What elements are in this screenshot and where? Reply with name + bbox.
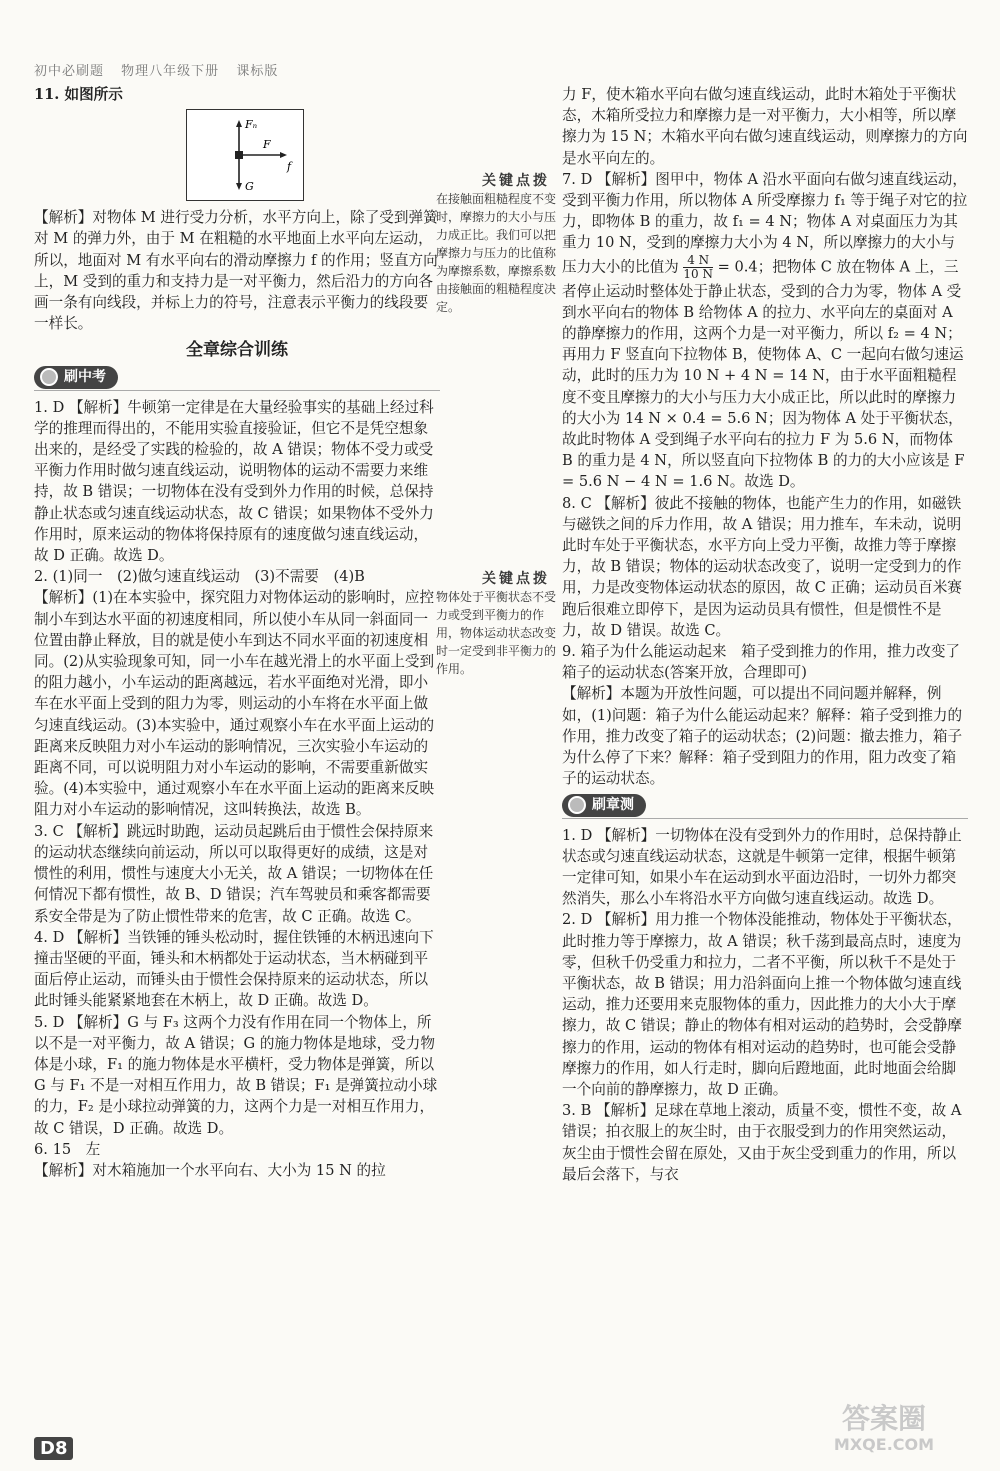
watermark-line2: MXQE.COM <box>833 1435 935 1454</box>
page-header <box>34 60 290 79</box>
key-tip-1-text: 在接触面粗糙程度不变时，摩擦力的大小与压力成正比。我们可以把摩擦力与压力的比值称为摩擦系数，摩擦系数由接触面的粗糙程度决定。 <box>436 192 557 314</box>
left-column <box>34 84 440 1181</box>
label-fn: Fₙ <box>245 118 258 132</box>
friction-arrowhead <box>280 152 287 158</box>
fraction-denominator: 10 N <box>683 266 713 281</box>
badge-zhongkao <box>34 366 118 389</box>
badge-zhongkao-label: 刷中考 <box>64 368 106 385</box>
right-column <box>562 84 968 1185</box>
normal-force-arrowhead <box>236 120 242 127</box>
q7-answer <box>562 169 968 493</box>
q6-continued: 力 F，使木箱水平向右做匀速直线运动，此时木箱处于平衡状态，木箱所受拉力和摩擦力是一对平衡力，大小相等，所以摩擦力为 15 N；木箱水平向右做匀速直线运动，则摩擦力的方向是水平向左的。 <box>562 86 968 167</box>
object-dot <box>235 151 243 159</box>
q5-answer: 5. D 【解析】G 与 F₃ 这两个力没有作用在同一个物体上，所以不是一对平衡力，故 A 错误；G 的施力物体是地球，受力物体是小球，F₁ 的施力物体是水平横杆，受力物体是弹簧，所以 G 与 F₁ 不是一对相互作用力，故 B 错误；F₁ 是弹簧拉动小球的力，F₂ 是小球拉动弹簧的力，这两个力是一对相互作用力，故 C 错误，D 正确。故选 D。 <box>34 1013 438 1137</box>
q2-answer: 2. (1)同一 (2)做匀速直线运动 (3)不需要 (4)B <box>34 568 365 586</box>
label-f-upper: F <box>263 138 271 152</box>
key-tip-2-text: 物体处于平衡状态不受力或受到平衡力的作用，物体运动状态改变时一定受到非平衡力的作用。 <box>436 590 557 676</box>
section-title: 全章综合训练 <box>186 340 288 361</box>
page-number: D8 <box>34 1437 73 1460</box>
q11-explanation: 【解析】对物体 M 进行受力分析，水平方向上，除了受到弹簧对 M 的弹力外，由于 M 在粗糙的水平地面上水平向左运动，所以，地面对 M 有水平向右的滑动摩擦力 f 的作用；竖直方向上，M 受到的重力和支持力是一对平衡力，然后沿力的方向各画一条有向线段，并标上力的符号，注意表示平衡力的线段要一样长。 <box>34 209 438 333</box>
fraction-numerator: 4 N <box>683 254 713 268</box>
pen-icon-2 <box>568 796 586 814</box>
q9-explanation: 【解析】本题为开放性问题，可以提出不同问题并解释，例如，(1)问题：箱子为什么能运动起来？解释：箱子受到推力的作用，推力改变了箱子的运动状态；(2)问题：撤去推力，箱子为什么停了下来？解释：箱子受到阻力的作用，阻力改变了箱子的运动状态。 <box>562 685 963 788</box>
q6-explanation: 【解析】对木箱施加一个水平向右、大小为 15 N 的拉 <box>34 1161 386 1179</box>
label-g: G <box>245 180 254 194</box>
subject-name: 物理八年级下册 <box>121 64 220 79</box>
q7-part-a: 7. D 【解析】图甲中，物体 A 沿水平面向右做匀速直线运动，受到平衡力作用，所以物体 A 所受摩擦力 f₁ 等于绳子对它的拉力，即物体 B 的重力，故 f₁ = 4 N；物体 A 对桌面压力为其重力 10 N，受到的摩擦力大小为 4 N，所以摩擦力的大小与压力大小的比值为 <box>562 170 968 276</box>
q2-explanation: 【解析】(1)在本实验中，探究阻力对物体运动的影响时，应控制小车到达水平面的初速度相同，所以使小车从同一斜面同一位置由静止释放，目的就是使小车到达不同水平面的初速度相同。(2)从实验现象可知，同一小车在越光滑上的水平面上受到的阻力越小，小车运动的距离越远，若水平面绝对光滑，即小车在水平面上受到的阻力为零，则运动的小车将在水平面上做匀速直线运动。(3)本实验中，通过观察小车在水平面上运动的距离来反映阻力对小车运动的影响情况，三次实验小车运动的距离不同，可以说明阻力对小车运动的影响，不需要重新做实验。(4)本实验中，通过观察小车在水平面上运动的距离来反映阻力对小车运动的影响情况，这叫转换法，故选 B。 <box>34 589 435 819</box>
q4-answer: 4. D 【解析】当铁锤的锤头松动时，握住铁锤的木柄迅速向下撞击坚硬的平面，锤头和木柄都处于运动状态，当木柄碰到平面后停止运动，而锤头由于惯性会保持原来的运动状态，所以此时锤头能紧紧地套在木柄上，故 D 正确。故选 D。 <box>34 928 434 1010</box>
edition-name: 课标版 <box>236 64 279 79</box>
key-tip-2 <box>436 570 556 678</box>
badge-zhangce <box>562 794 646 817</box>
q8-answer: 8. C 【解析】彼此不接触的物体，也能产生力的作用，如磁铁与磁铁之间的斥力作用，故 A 错误；用力推车，车未动，说明此时车处于平衡状态，水平方向上受力平衡，故推力等于摩擦力，故 B 错误；物体的运动状态改变了，说明一定受到力的作用，力是改变物体运动状态的原因，故 C 正确；运动员百米赛跑后很难立即停下，是因为运动员具有惯性，但是惯性不是力，故 D 错误。故选 C。 <box>562 494 962 639</box>
series-name: 初中必刷题 <box>34 64 105 79</box>
r2-answer: 2. D 【解析】用力推一个物体没能推动，物体处于平衡状态，此时推力等于摩擦力，故 A 错误；秋千荡到最高点时，速度为零，但秋千仍受重力和拉力，二者不平衡，所以秋千不是处于平衡状态，故 B 错误；用力沿斜面向上推一个物体做匀速直线运动，推力还要用来克服物体的重力，因此推力的大小大于摩擦力，故 C 错误；静止的物体有相对运动的趋势时，会受静摩擦力的作用，运动的物体有相对运动的趋势时，也可能会受静摩擦力的作用，如人行走时，脚向后蹬地面，此时地面会给脚一个向前的静摩擦力，故 D 正确。 <box>562 911 962 1098</box>
section-bar-zhangce <box>562 794 968 819</box>
q11-title: 11. 如图所示 <box>34 86 123 103</box>
key-tip-2-title: 关键点拨 <box>482 571 550 587</box>
q6-answer: 6. 15 左 <box>34 1140 101 1158</box>
key-tip-1 <box>436 172 556 316</box>
section-bar-zhongkao <box>34 366 440 391</box>
pen-icon <box>40 368 58 386</box>
gravity-arrowhead <box>236 183 242 190</box>
q9-answer: 9. 箱子为什么能运动起来 箱子受到推力的作用，推力改变了箱子的运动状态(答案开放，合理即可) <box>562 643 961 682</box>
q1-answer: 1. D 【解析】牛顿第一定律是在大量经验事实的基础上经过科学的推理而得出的，不能用实验直接验证，但它不是凭空想象出来的，是经受了实践的检验的，故 A 错误；物体不受力或受平衡力作用时做匀速直线运动，说明物体的运动不需要力来维持，故 B 错误；一切物体在没有受到外力作用的时候，总保持静止状态或匀速直线运动状态，故 C 错误；如果物体不受外力作用时，原来运动的物体将保持原有的速度做匀速直线运动，故 D 正确。故选 D。 <box>34 398 434 565</box>
badge-zhangce-label: 刷章测 <box>592 796 634 813</box>
watermark-logo <box>796 1403 972 1459</box>
watermark-line1: 答案圈 <box>841 1402 926 1435</box>
force-diagram-svg <box>187 110 303 200</box>
r1-answer: 1. D 【解析】一切物体在没有受到外力的作用时，总保持静止状态或匀速直线运动状态，这就是牛顿第一定律，根据牛顿第一定律可知，如果小车在运动到水平面边沿时，一切外力都突然消失，那么小车将沿水平方向做匀速直线运动。故选 D。 <box>562 826 962 908</box>
ratio-fraction <box>683 254 713 281</box>
q3-answer: 3. C 【解析】跳远时助跑，运动员起跳后由于惯性会保持原来的运动状态继续向前运动，所以可以取得更好的成绩，这是对惯性的利用，惯性与速度大小无关，故 A 错误；一切物体在任何情况下都有惯性，故 B、D 错误；汽车驾驶员和乘客都需要系安全带是为了防止惯性带来的危害，故 C 正确。故选 C。 <box>34 822 434 925</box>
label-f-lower: f <box>287 160 292 174</box>
q7-part-b: = 0.4；把物体 C 放在物体 A 上，三者停止运动时整体处于静止状态，受到的合力为零，物体 A 受到水平向右的物体 B 给物体 A 的拉力、水平向左的桌面对 A 的静摩擦力的作用，这两个力是一对平衡力，所以 f₂ = 4 N；再用力 F 竖直向下拉物体 B，使物体 A、C 一起向右做匀速运动，此时的压力为 10 N + 4 N = 14 N，由于水平面粗糙程度不变且摩擦力的大小与压力大小成正比，所以此时的摩擦力的大小为 14 N × 0.4 = 5.6 N；因为物体 A 处于平衡状态，故此时物体 A 受到绳子水平向右的拉力 F 为 5.6 N，而物体 B 的重力是 4 N，所以竖直向下拉物体 B 的力的大小应该是 F = 5.6 N − 4 N = 1.6 N。故选 D。 <box>562 258 965 491</box>
r3-answer: 3. B 【解析】足球在草地上滚动，质量不变，惯性不变，故 A 错误；拍衣服上的灰尘时，由于衣服受到力的作用突然运动，灰尘由于惯性会留在原处，又由于灰尘受到重力的作用，所以最后会落下，与衣 <box>562 1102 962 1183</box>
force-diagram <box>186 109 304 201</box>
key-tip-1-title: 关键点拨 <box>482 173 550 189</box>
